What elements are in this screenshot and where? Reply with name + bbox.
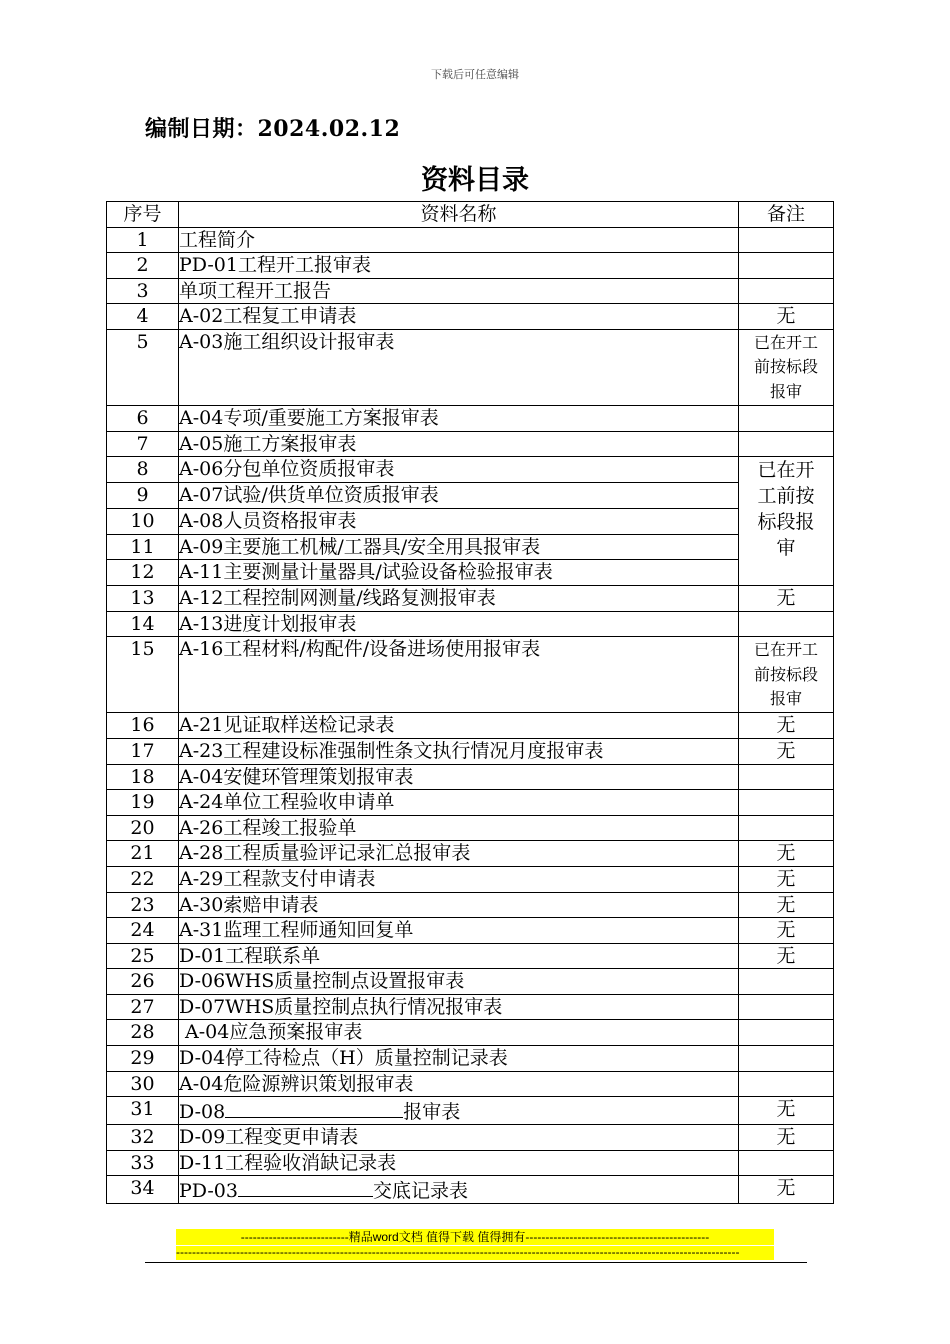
remark-cell: 无	[739, 943, 834, 969]
document-suffix: 报审表	[403, 1101, 461, 1124]
table-row	[107, 457, 834, 483]
row-number: 7	[107, 431, 179, 457]
document-name: A-04专项/重要施工方案报审表	[179, 405, 739, 431]
remark-line: 前按标段	[753, 664, 818, 684]
table-row	[107, 278, 834, 304]
table-row	[107, 1125, 834, 1151]
row-number: 3	[107, 278, 179, 304]
row-number: 27	[107, 994, 179, 1020]
row-number: 19	[107, 790, 179, 816]
remark-cell: 无	[739, 713, 834, 739]
document-name: A-29工程款支付申请表	[179, 866, 739, 892]
document-name: A-11主要测量计量器具/试验设备检验报审表	[179, 560, 739, 586]
catalog-table	[106, 201, 834, 1204]
table-row	[107, 969, 834, 995]
table-row	[107, 560, 834, 586]
remark-cell	[739, 253, 834, 279]
document-name: A-06分包单位资质报审表	[179, 457, 739, 483]
document-name: A-05施工方案报审表	[179, 431, 739, 457]
remark-cell	[739, 278, 834, 304]
remark-cell	[739, 431, 834, 457]
table-row	[107, 918, 834, 944]
compile-date: 编制日期：2024.02.12	[145, 116, 401, 142]
row-number: 2	[107, 253, 179, 279]
document-name: D-07WHS质量控制点执行情况报审表	[179, 994, 739, 1020]
row-number: 29	[107, 1046, 179, 1072]
remark-line: 已在开	[757, 459, 815, 482]
document-name: A-08人员资格报审表	[179, 508, 739, 534]
document-name: A-28工程质量验评记录汇总报审表	[179, 841, 739, 867]
table-row	[107, 405, 834, 431]
table-row	[107, 815, 834, 841]
remark-cell	[739, 790, 834, 816]
row-number: 34	[107, 1176, 179, 1204]
remark-cell	[739, 815, 834, 841]
remark-cell	[739, 611, 834, 637]
document-name: A-23工程建设标准强制性条文执行情况月度报审表	[179, 738, 739, 764]
row-number: 22	[107, 866, 179, 892]
remark-cell: 无	[739, 892, 834, 918]
table-row	[107, 482, 834, 508]
page-header-note: 下载后可任意编辑	[431, 68, 519, 81]
table-row	[107, 1046, 834, 1072]
remark-cell	[739, 227, 834, 253]
row-number: 12	[107, 560, 179, 586]
remark-cell: 无	[739, 586, 834, 612]
table-row	[107, 1071, 834, 1097]
remark-line: 报审	[769, 381, 802, 401]
remark-line: 已在开工	[753, 640, 818, 660]
remark-line: 工前按	[757, 485, 815, 508]
table-body	[107, 227, 834, 1204]
row-number: 26	[107, 969, 179, 995]
table-row	[107, 738, 834, 764]
remark-line: 已在开工	[753, 332, 818, 352]
document-name: PD-01工程开工报审表	[179, 253, 739, 279]
remark-cell	[739, 405, 834, 431]
document-title: 资料目录	[421, 165, 529, 196]
remark-cell: 无	[739, 304, 834, 330]
remark-cell	[739, 969, 834, 995]
table-row	[107, 764, 834, 790]
table-row	[107, 866, 834, 892]
row-number: 13	[107, 586, 179, 612]
row-number: 21	[107, 841, 179, 867]
header-no: 序号	[107, 202, 179, 228]
document-name: A-21见证取样送检记录表	[179, 713, 739, 739]
row-number: 4	[107, 304, 179, 330]
document-code: D-08	[179, 1101, 226, 1124]
document-name: D-09工程变更申请表	[179, 1125, 739, 1151]
document-name: A-24单位工程验收申请单	[179, 790, 739, 816]
table-row	[107, 304, 834, 330]
remark-cell: 无	[739, 918, 834, 944]
blank-fill-line	[225, 1097, 403, 1118]
row-number: 9	[107, 482, 179, 508]
table-row	[107, 790, 834, 816]
remark-cell	[739, 637, 834, 713]
document-code: PD-03	[179, 1180, 238, 1203]
remark-line: 报审	[769, 689, 802, 709]
table-row	[107, 508, 834, 534]
remark-line: 审	[776, 537, 796, 560]
table-row	[107, 1097, 834, 1125]
remark-cell	[739, 994, 834, 1020]
document-name: A-26工程竣工报验单	[179, 815, 739, 841]
row-number: 1	[107, 227, 179, 253]
document-name: A-04应急预案报审表	[179, 1020, 739, 1046]
document-suffix: 交底记录表	[372, 1180, 468, 1203]
document-name: A-12工程控制网测量/线路复测报审表	[179, 586, 739, 612]
row-number: 18	[107, 764, 179, 790]
table-row	[107, 586, 834, 612]
document-name: D-04停工待检点（H）质量控制记录表	[179, 1046, 739, 1072]
table-row	[107, 227, 834, 253]
table-row	[107, 431, 834, 457]
table-row	[107, 534, 834, 560]
document-name: A-16工程材料/构配件/设备进场使用报审表	[179, 637, 739, 713]
footer-banner: ---------------------------精品word文档 值得下载 值得拥有----------------------------------------------	[176, 1229, 774, 1245]
row-number: 14	[107, 611, 179, 637]
row-number: 24	[107, 918, 179, 944]
document-name: 工程简介	[179, 227, 739, 253]
row-number: 23	[107, 892, 179, 918]
table-row	[107, 253, 834, 279]
row-number: 15	[107, 637, 179, 713]
document-name: D-01工程联系单	[179, 943, 739, 969]
row-number: 32	[107, 1125, 179, 1151]
row-number: 5	[107, 329, 179, 405]
row-number: 25	[107, 943, 179, 969]
document-name	[179, 1097, 739, 1125]
document-name	[179, 1176, 739, 1204]
blank-fill-line	[238, 1176, 373, 1197]
document-name: D-06WHS质量控制点设置报审表	[179, 969, 739, 995]
remark-cell	[739, 764, 834, 790]
row-number: 8	[107, 457, 179, 483]
document-name: A-03施工组织设计报审表	[179, 329, 739, 405]
document-name: A-09主要施工机械/工器具/安全用具报审表	[179, 534, 739, 560]
remark-cell: 无	[739, 1176, 834, 1204]
table-row	[107, 329, 834, 405]
remark-cell: 无	[739, 866, 834, 892]
row-number: 11	[107, 534, 179, 560]
table-row	[107, 611, 834, 637]
remark-cell	[739, 329, 834, 405]
table-row	[107, 994, 834, 1020]
document-name: A-30索赔申请表	[179, 892, 739, 918]
table-row	[107, 1176, 834, 1204]
remark-cell: 无	[739, 841, 834, 867]
table-row	[107, 943, 834, 969]
row-number: 10	[107, 508, 179, 534]
remark-line: 前按标段	[753, 357, 818, 377]
remark-cell: 无	[739, 738, 834, 764]
document-name: A-04危险源辨识策划报审表	[179, 1071, 739, 1097]
row-number: 28	[107, 1020, 179, 1046]
header-name: 资料名称	[179, 202, 739, 228]
remark-cell	[739, 457, 834, 586]
remark-line: 标段报	[757, 511, 815, 534]
row-number: 17	[107, 738, 179, 764]
table-row	[107, 713, 834, 739]
table-row	[107, 637, 834, 713]
document-name: A-07试验/供货单位资质报审表	[179, 482, 739, 508]
footer-dashes: ---------------------------------------------------------------------------------------------------------------------------------------------	[176, 1246, 774, 1260]
remark-cell: 无	[739, 1097, 834, 1125]
row-number: 30	[107, 1071, 179, 1097]
row-number: 33	[107, 1150, 179, 1176]
table-row	[107, 1020, 834, 1046]
row-number: 31	[107, 1097, 179, 1125]
document-name: D-11工程验收消缺记录表	[179, 1150, 739, 1176]
row-number: 20	[107, 815, 179, 841]
document-name: A-02工程复工申请表	[179, 304, 739, 330]
document-name: A-13进度计划报审表	[179, 611, 739, 637]
document-name: A-04安健环管理策划报审表	[179, 764, 739, 790]
remark-cell	[739, 1046, 834, 1072]
remark-cell: 无	[739, 1125, 834, 1151]
remark-cell	[739, 1150, 834, 1176]
document-name: 单项工程开工报告	[179, 278, 739, 304]
table-row	[107, 892, 834, 918]
table-row	[107, 1150, 834, 1176]
table-header-row	[107, 202, 834, 228]
remark-cell	[739, 1020, 834, 1046]
footer-rule	[145, 1262, 807, 1263]
row-number: 6	[107, 405, 179, 431]
document-name: A-31监理工程师通知回复单	[179, 918, 739, 944]
remark-cell	[739, 1071, 834, 1097]
row-number: 16	[107, 713, 179, 739]
header-note: 备注	[739, 202, 834, 228]
table-row	[107, 841, 834, 867]
